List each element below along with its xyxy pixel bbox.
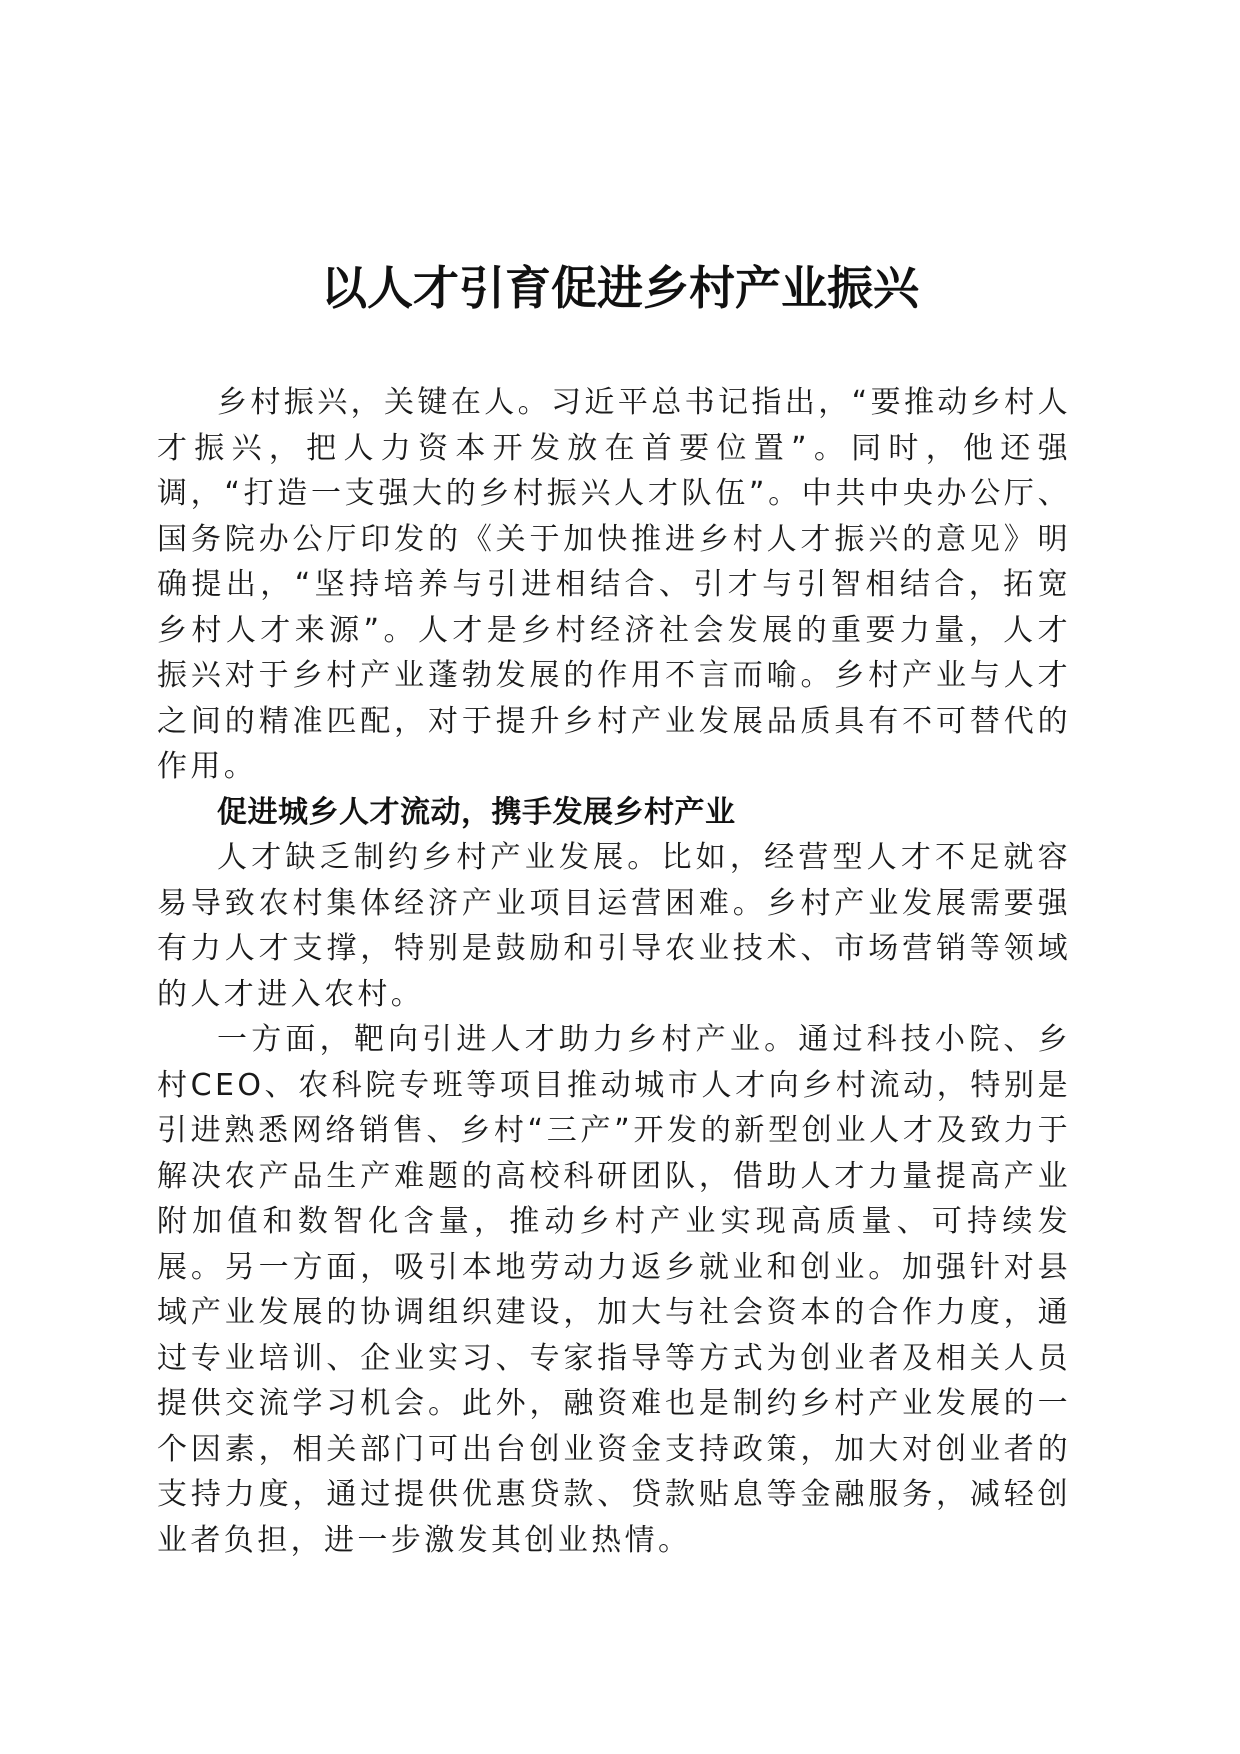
section-heading: 促进城乡人才流动，携手发展乡村产业 [217, 794, 736, 830]
document-title: 以人才引育促进乡村产业振兴 [321, 261, 919, 315]
document-body [157, 380, 1071, 1563]
section-paragraph: 人才缺乏制约乡村产业发展。比如，经营型人才不足就容易导致农村集体经济产业项目运营困难。乡村产业发展需要强有力人才支撑，特别是鼓励和引导农业技术、市场营销等领域的人才进入农村。 [157, 840, 1071, 1012]
section-paragraph: 一方面，靶向引进人才助力乡村产业。通过科技小院、乡村CEO、农科院专班等项目推动城市人才向乡村流动，特别是引进熟悉网络销售、乡村“三产”开发的新型创业人才及致力于解决农产品生产难题的高校科研团队，借助人才力量提高产业附加值和数智化含量，推动乡村产业实现高质量、可持续发展。另一方面，吸引本地劳动力返乡就业和创业。加强针对县域产业发展的协调组织建设，加大与社会资本的合作力度，通过专业培训、企业实习、专家指导等方式为创业者及相关人员提供交流学习机会。此外，融资难也是制约乡村产业发展的一个因素，相关部门可出台创业资金支持政策，加大对创业者的支持力度，通过提供优惠贷款、贷款贴息等金融服务，减轻创业者负担，进一步激发其创业热情。 [157, 1022, 1071, 1558]
intro-paragraph: 乡村振兴，关键在人。习近平总书记指出，“要推动乡村人才振兴，把人力资本开发放在首要位置”。同时，他还强调，“打造一支强大的乡村振兴人才队伍”。中共中央办公厅、国务院办公厅印发的《关于加快推进乡村人才振兴的意见》明确提出，“坚持培养与引进相结合、引才与引智相结合，拓宽乡村人才来源”。人才是乡村经济社会发展的重要力量，人才振兴对于乡村产业蓬勃发展的作用不言而喻。乡村产业与人才之间的精准匹配，对于提升乡村产业发展品质具有不可替代的作用。 [157, 385, 1071, 784]
